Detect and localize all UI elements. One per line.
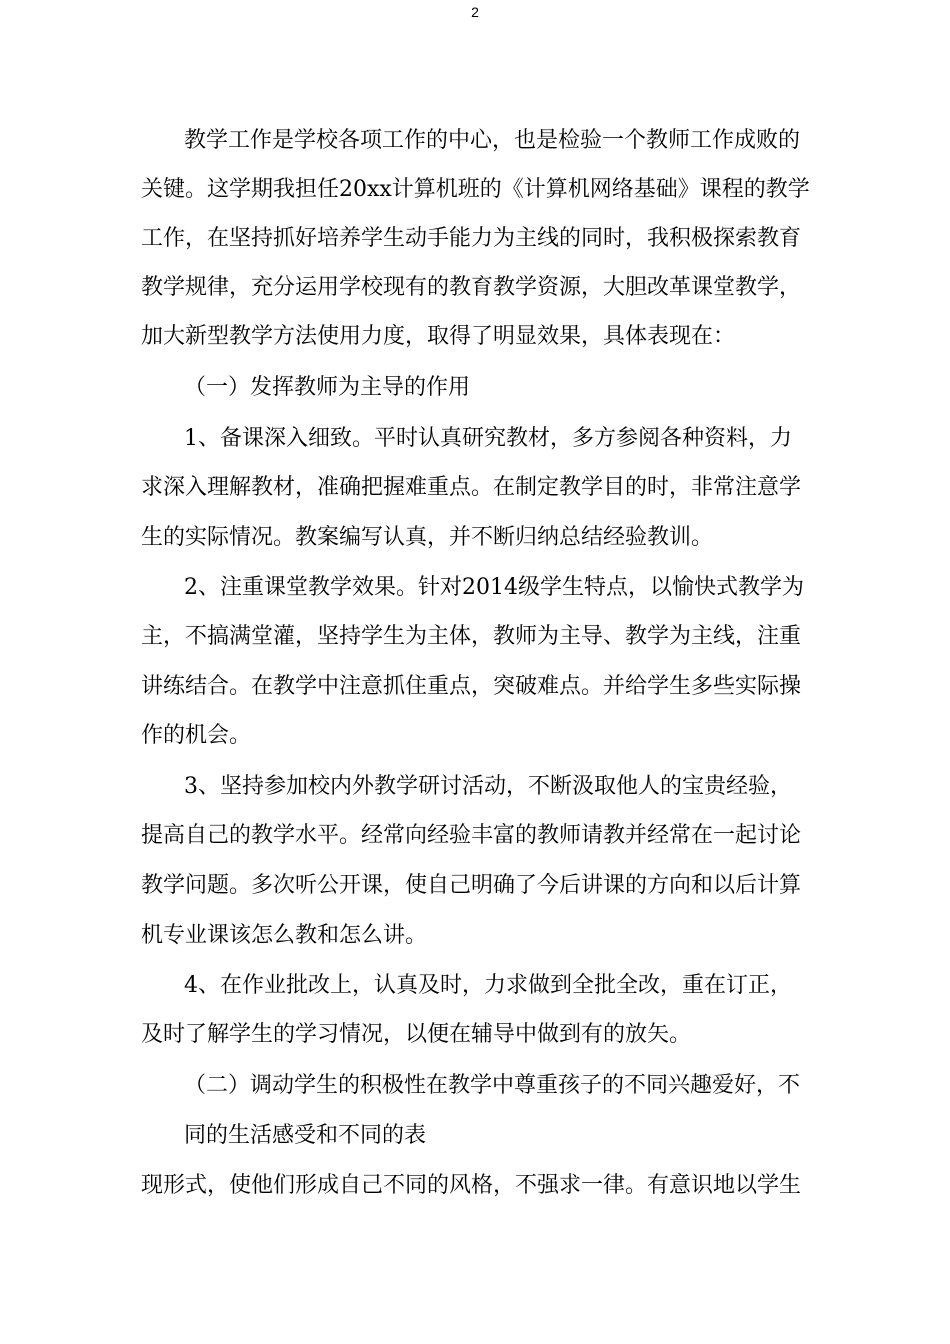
text-line: 关键。这学期我担任20xx计算机班的《计算机网络基础》课程的教学 [141, 177, 810, 202]
text-line: 及时了解学生的学习情况，以便在辅导中做到有的放矢。 [141, 1022, 692, 1047]
text-line: 1、备课深入细致。平时认真研究教材，多方参阅各种资料，力 [184, 426, 792, 451]
section-heading: （一）发挥教师为主导的作用 [184, 375, 471, 400]
text-line: 教学工作是学校各项工作的中心，也是检验一个教师工作成败的 [184, 128, 801, 153]
text-line: 讲练结合。在教学中注意抓住重点，突破难点。并给学生多些实际操 [141, 674, 802, 699]
section-heading-continuation: 同的生活感受和不同的表 [184, 1123, 427, 1148]
text-line: 教学规律，充分运用学校现有的教育教学资源，大胆改革课堂教学， [141, 275, 802, 300]
text-line: 提高自己的教学水平。经常向经验丰富的教师请教并经常在一起讨论 [141, 823, 802, 848]
text-line: 现形式，使他们形成自己不同的风格，不强求一律。有意识地以学生 [141, 1173, 802, 1198]
text-line: 机专业课该怎么教和怎么讲。 [141, 923, 428, 948]
text-line: 作的机会。 [141, 723, 252, 748]
text-line: 求深入理解教材，准确把握难重点。在制定教学目的时，非常注意学 [141, 475, 802, 500]
text-line: 4、在作业批改上，认真及时，力求做到全批全改，重在订正， [184, 973, 792, 998]
page-number: 2 [471, 4, 479, 20]
text-line: 加大新型教学方法使用力度，取得了明显效果，具体表现在： [141, 324, 736, 349]
section-heading: （二）调动学生的积极性在教学中尊重孩子的不同兴趣爱好，不 [184, 1073, 801, 1098]
text-line: 教学问题。多次听公开课，使自己明确了今后讲课的方向和以后计算 [141, 873, 802, 898]
text-line: 工作，在坚持抓好培养学生动手能力为主线的同时，我积极探索教育 [141, 226, 802, 251]
text-line: 3、坚持参加校内外教学研讨活动，不断汲取他人的宝贵经验， [184, 774, 792, 799]
text-line: 生的实际情况。教案编写认真，并不断归纳总结经验教训。 [141, 525, 714, 550]
text-line: 主，不搞满堂灌，坚持学生为主体，教师为主导、教学为主线，注重 [141, 624, 802, 649]
text-line: 2、注重课堂教学效果。针对2014级学生特点，以愉快式教学为 [184, 575, 804, 600]
